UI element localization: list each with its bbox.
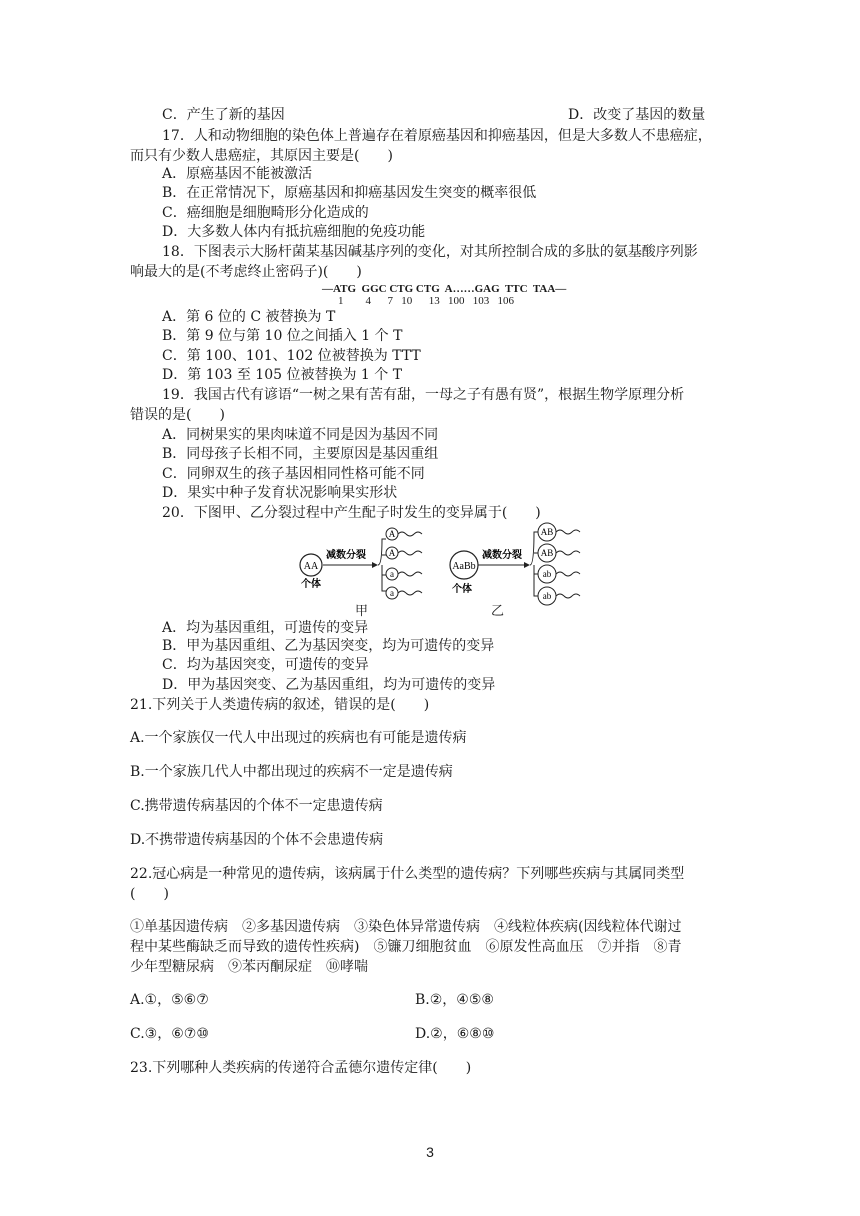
q17-option-b: B．在正常情况下，原癌基因和抑癌基因发生突变的概率很低 [162, 185, 537, 201]
q22-stem-line1: 22.冠心病是一种常见的遗传病，该病属于什么类型的遗传病？下列哪些疾病与其属同类型 [130, 866, 685, 882]
q19-option-d: D．果实中种子发育状况影响果实形状 [162, 485, 398, 501]
q19-stem-line1: 19．我国古代有谚语“一树之果有苦有甜，一母之子有愚有贤”，根据生物学原理分析 [162, 387, 685, 403]
gamete-tail [556, 530, 580, 534]
gamete-group [538, 523, 580, 605]
gamete-tail [398, 551, 422, 555]
q21-stem: 21.下列关于人类遗传病的叙述，错误的是( ) [130, 697, 430, 713]
q21-option-c: C.携带遗传病基因的个体不一定患遗传病 [130, 798, 383, 814]
q20-option-b: B．甲为基因重组、乙为基因突变，均为可遗传的变异 [162, 638, 495, 654]
q22-option-d: D.②，⑥⑧⑩ [415, 1026, 495, 1042]
gamete-label: ab [542, 569, 552, 579]
q18-base-positions: 1 4 7 10 13 100 103 106 [338, 295, 514, 307]
q18-option-b: B．第 9 位与第 10 位之间插入 1 个 T [162, 328, 403, 344]
q17-option-c: C．癌细胞是细胞畸形分化造成的 [162, 205, 369, 221]
q17-stem-line1: 17．人和动物细胞的染色体上普遍存在着原癌基因和抑癌基因，但是大多数人不患癌症， [162, 128, 712, 144]
q18-option-d: D．第 103 至 105 位被替换为 1 个 T [162, 367, 403, 383]
gamete-label: a [390, 569, 394, 579]
individual-label: 个体 [452, 584, 472, 595]
figure-caption-jia: 甲 [355, 604, 369, 619]
q18-option-a: A．第 6 位的 C 被替换为 T [162, 309, 336, 325]
gamete-tail [556, 572, 580, 576]
q20-option-a: A．均为基因重组，可遗传的变异 [162, 620, 369, 636]
gamete-tail [398, 532, 422, 536]
q19-stem-line2: 错误的是( ) [130, 407, 225, 423]
q19-option-c: C．同卵双生的孩子基因相同性格可能不同 [162, 466, 425, 482]
q21-option-d: D.不携带遗传病基因的个体不会患遗传病 [130, 832, 384, 848]
arrow-label: 减数分裂 [326, 550, 366, 561]
q19-option-a: A．同树果实的果肉味道不同是因为基因不同 [162, 427, 439, 443]
arrow-head [524, 562, 530, 568]
gamete-tail [556, 551, 580, 555]
gamete-label: A [388, 548, 396, 558]
q22-option-b: B.②，④⑤⑧ [415, 992, 494, 1008]
arrow-head [372, 562, 378, 568]
gamete-label: A [388, 529, 396, 539]
q23-stem: 23.下列哪种人类疾病的传递符合孟德尔遗传定律( ) [130, 1060, 472, 1076]
gamete-tail [556, 594, 580, 598]
q18-option-c: C．第 100、101、102 位被替换为 TTT [162, 348, 421, 364]
gamete-group [386, 528, 422, 599]
q20-option-c: C．均为基因突变，可遗传的变异 [162, 657, 369, 673]
arrow-label: 减数分裂 [482, 550, 522, 561]
q16-option-c: C．产生了新的基因 [162, 107, 285, 123]
q17-option-d: D．大多数人体内有抵抗癌细胞的免疫功能 [162, 224, 426, 240]
individual-label: 个体 [301, 579, 321, 590]
q19-option-b: B．同母孩子长相不同，主要原因是基因重组 [162, 446, 439, 462]
gamete-label: AB [540, 548, 554, 558]
q22-list-line2: 程中某些酶缺乏而导致的遗传性疾病) ⑤镰刀细胞贫血 ⑥原发性高血压 ⑦并指 ⑧青 [130, 939, 682, 955]
meiosis-diagram-jia [294, 525, 439, 605]
gamete-label: a [390, 588, 394, 598]
q16-option-d: D．改变了基因的数量 [568, 107, 706, 123]
gamete-tail [398, 591, 422, 595]
parent-genotype: AaBb [452, 561, 476, 572]
q21-option-b: B.一个家族几代人中都出现过的疾病不一定是遗传病 [130, 764, 453, 780]
branch-bracket [378, 539, 386, 591]
q22-stem-line2: ( ) [130, 886, 169, 902]
figure-caption-yi: 乙 [491, 604, 505, 619]
q22-option-a: A.①，⑤⑥⑦ [130, 992, 209, 1008]
branch-bracket [530, 532, 538, 596]
page-number: 3 [426, 1144, 434, 1160]
q18-stem-line1: 18．下图表示大肠杆菌某基因碱基序列的变化，对其所控制合成的多肽的氨基酸序列影 [162, 244, 698, 260]
gamete-label: ab [542, 591, 552, 601]
q21-option-a: A.一个家族仅一代人中出现过的疾病也有可能是遗传病 [130, 730, 467, 746]
q17-option-a: A．原癌基因不能被激活 [162, 166, 313, 182]
q22-list-line1: ①单基因遗传病 ②多基因遗传病 ③染色体异常遗传病 ④线粒体疾病(因线粒体代谢过 [130, 919, 682, 935]
meiosis-diagram-yi [446, 520, 596, 608]
q20-option-d: D．甲为基因突变、乙为基因重组，均为可遗传的变异 [162, 677, 496, 693]
gamete-tail [398, 572, 422, 576]
q22-option-c: C.③，⑥⑦⑩ [130, 1026, 209, 1042]
parent-genotype: AA [303, 561, 319, 572]
q17-stem-line2: 而只有少数人患癌症，其原因主要是( ) [130, 148, 393, 164]
q18-base-sequence: —ATG GGC CTG CTG A……GAG TTC TAA— [322, 283, 567, 295]
gamete-label: AB [540, 527, 554, 537]
q18-stem-line2: 响最大的是(不考虑终止密码子)( ) [130, 264, 362, 280]
q22-list-line3: 少年型糖尿病 ⑨苯丙酮尿症 ⑩哮喘 [130, 959, 368, 975]
q20-stem: 20．下图甲、乙分裂过程中产生配子时发生的变异属于( ) [162, 505, 541, 521]
